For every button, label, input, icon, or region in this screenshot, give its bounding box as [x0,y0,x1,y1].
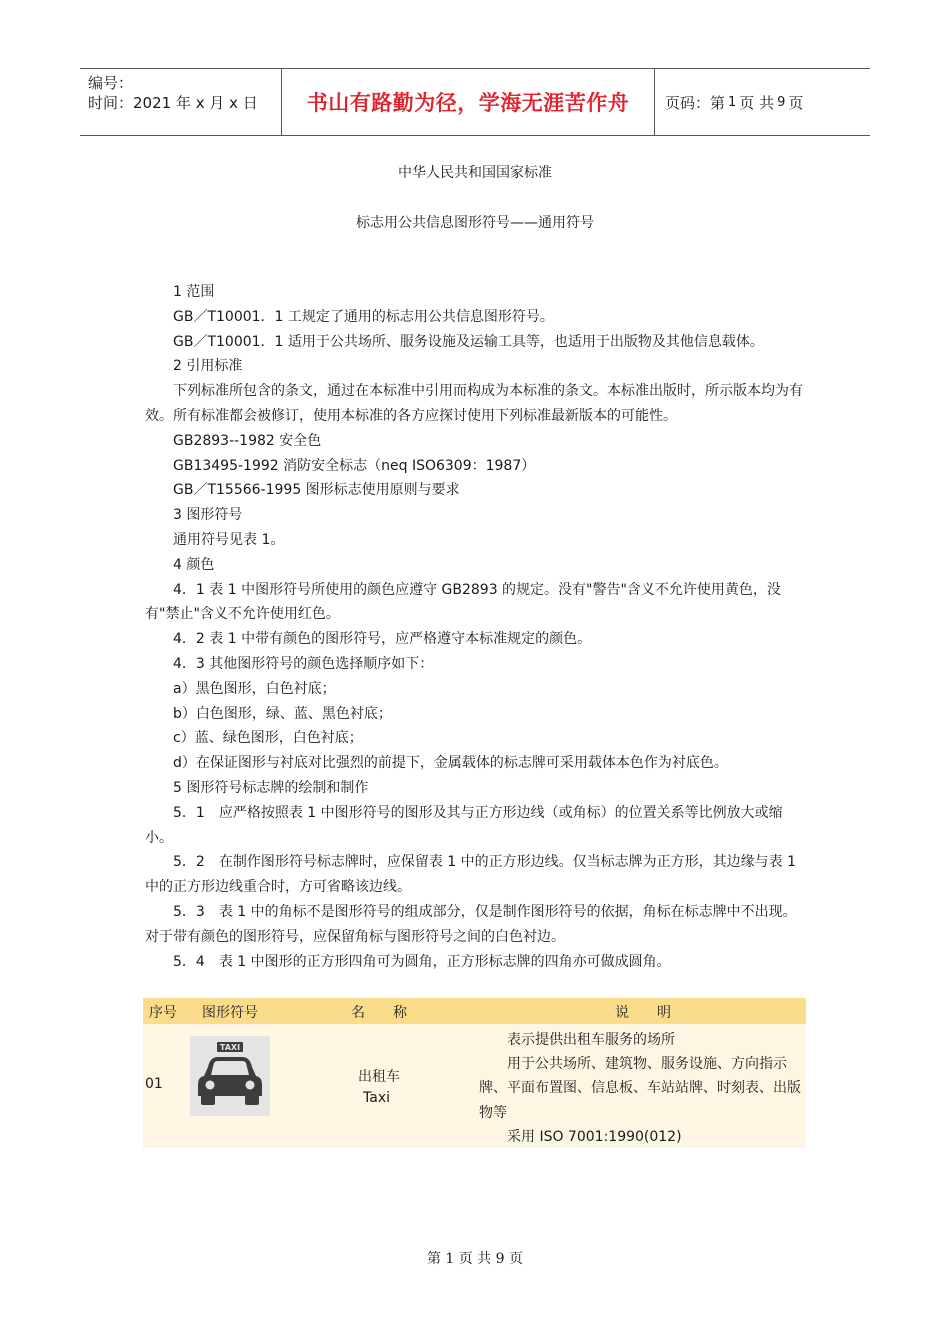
paragraph: 4．3 其他图形符号的颜色选择顺序如下： [173,655,434,672]
header-name: 名 称 [351,1005,407,1021]
reference-item: GB／T15566-1995 图形标志使用原则与要求 [173,482,460,499]
header-description: 说 明 [615,1005,671,1021]
list-item: a）黑色图形，白色衬底； [173,680,336,697]
page-total: 9 [777,94,786,110]
header-number: 序号 [149,1005,177,1021]
page-footer: 第 1 页 共 9 页 [426,1251,524,1267]
section-heading: 4 颜色 [173,556,215,573]
code-label: 编号： [88,74,134,92]
description-line: 表示提供出租车服务的场所 [507,1032,675,1048]
name-chinese: 出租车 [358,1069,400,1085]
date-label: 时间：2021 年 x 月 x 日 [88,94,258,112]
paragraph: 4．1 表 1 中图形符号所使用的颜色应遵守 GB2893 的规定。没有"警告"含义不允许使用黄色，没有"禁止"含义不允许使用红色。 [145,581,781,623]
row-number: 01 [145,1076,163,1092]
table-header-row [143,998,806,1024]
section-heading: 3 图形符号 [173,507,243,524]
page-end-label: 页 [788,93,804,112]
reference-item: GB13495-1992 消防安全标志（neq ISO6309：1987） [173,457,536,474]
header-left [80,69,282,135]
taxi-icon [190,1036,270,1116]
section-heading: 2 引用标准 [173,358,243,375]
header-page-info [655,69,870,135]
list-item: d）在保证图形与衬底对比强烈的前提下，金属载体的标志牌可采用载体本色作为衬底色。 [173,755,728,772]
document-body [145,280,810,974]
description-line: 用于公共场所、建筑物、服务设施、方向指示牌、平面布置图、信息板、车站站牌、时刻表、出版物等 [479,1056,801,1121]
page-of-label: 页 共 [739,93,775,112]
section-heading: 1 范围 [173,284,215,300]
paragraph: GB／T10001．1 适用于公共场所、服务设施及运输工具等，也适用于出版物及其他信息载体。 [173,333,764,350]
page-number: 1 [728,94,737,110]
symbol-table [143,998,806,1148]
paragraph: 通用符号见表 1。 [173,531,285,548]
section-heading: 5 图形符号标志牌的绘制和制作 [173,779,369,796]
paragraph: 下列标准所包含的条文，通过在本标准中引用而构成为本标准的条文。本标准出版时，所示版本均为有效。所有标准都会被修订，使用本标准的各方应探讨使用下列标准最新版本的可能性。 [145,383,803,424]
page-header [80,68,870,136]
name-english: Taxi [363,1090,390,1106]
reference-item: GB2893--1982 安全色 [173,432,322,449]
document-subtitle: 标志用公共信息图形符号——通用符号 [356,215,594,231]
list-item: b）白色图形，绿、蓝、黑色衬底； [173,705,392,722]
row-description [479,1028,801,1149]
paragraph: 5．2 在制作图形符号标志牌时，应保留表 1 中的正方形边线。仅当标志牌为正方形，其边缘与表 1 中的正方形边线重合时，方可省略该边线。 [145,854,796,896]
header-motto: 书山有路勤为径，学海无涯苦作舟 [282,69,655,135]
paragraph: 5．1 应严格按照表 1 中图形符号的图形及其与正方形边线（或角标）的位置关系等比例放大或缩小。 [145,804,783,846]
description-line: 采用 ISO 7001:1990(012) [507,1128,682,1145]
header-symbol: 图形符号 [202,1005,258,1021]
paragraph: 5．4 表 1 中图形的正方形四角可为圆角，正方形标志牌的四角亦可做成圆角。 [173,953,671,970]
document-title: 中华人民共和国国家标准 [398,165,552,181]
paragraph: GB／T10001．1 工规定了通用的标志用公共信息图形符号。 [173,308,554,325]
page-label: 页码：第 [665,93,726,112]
list-item: c）蓝、绿色图形，白色衬底； [173,730,363,747]
paragraph: 5．3 表 1 中的角标不是图形符号的组成部分，仅是制作图形符号的依据，角标在标志牌中不出现。对于带有颜色的图形符号，应保留角标与图形符号之间的白色衬边。 [145,903,797,945]
paragraph: 4．2 表 1 中带有颜色的图形符号，应严格遵守本标准规定的颜色。 [173,631,592,648]
taxi-sign-text: TAXI [219,1043,241,1053]
